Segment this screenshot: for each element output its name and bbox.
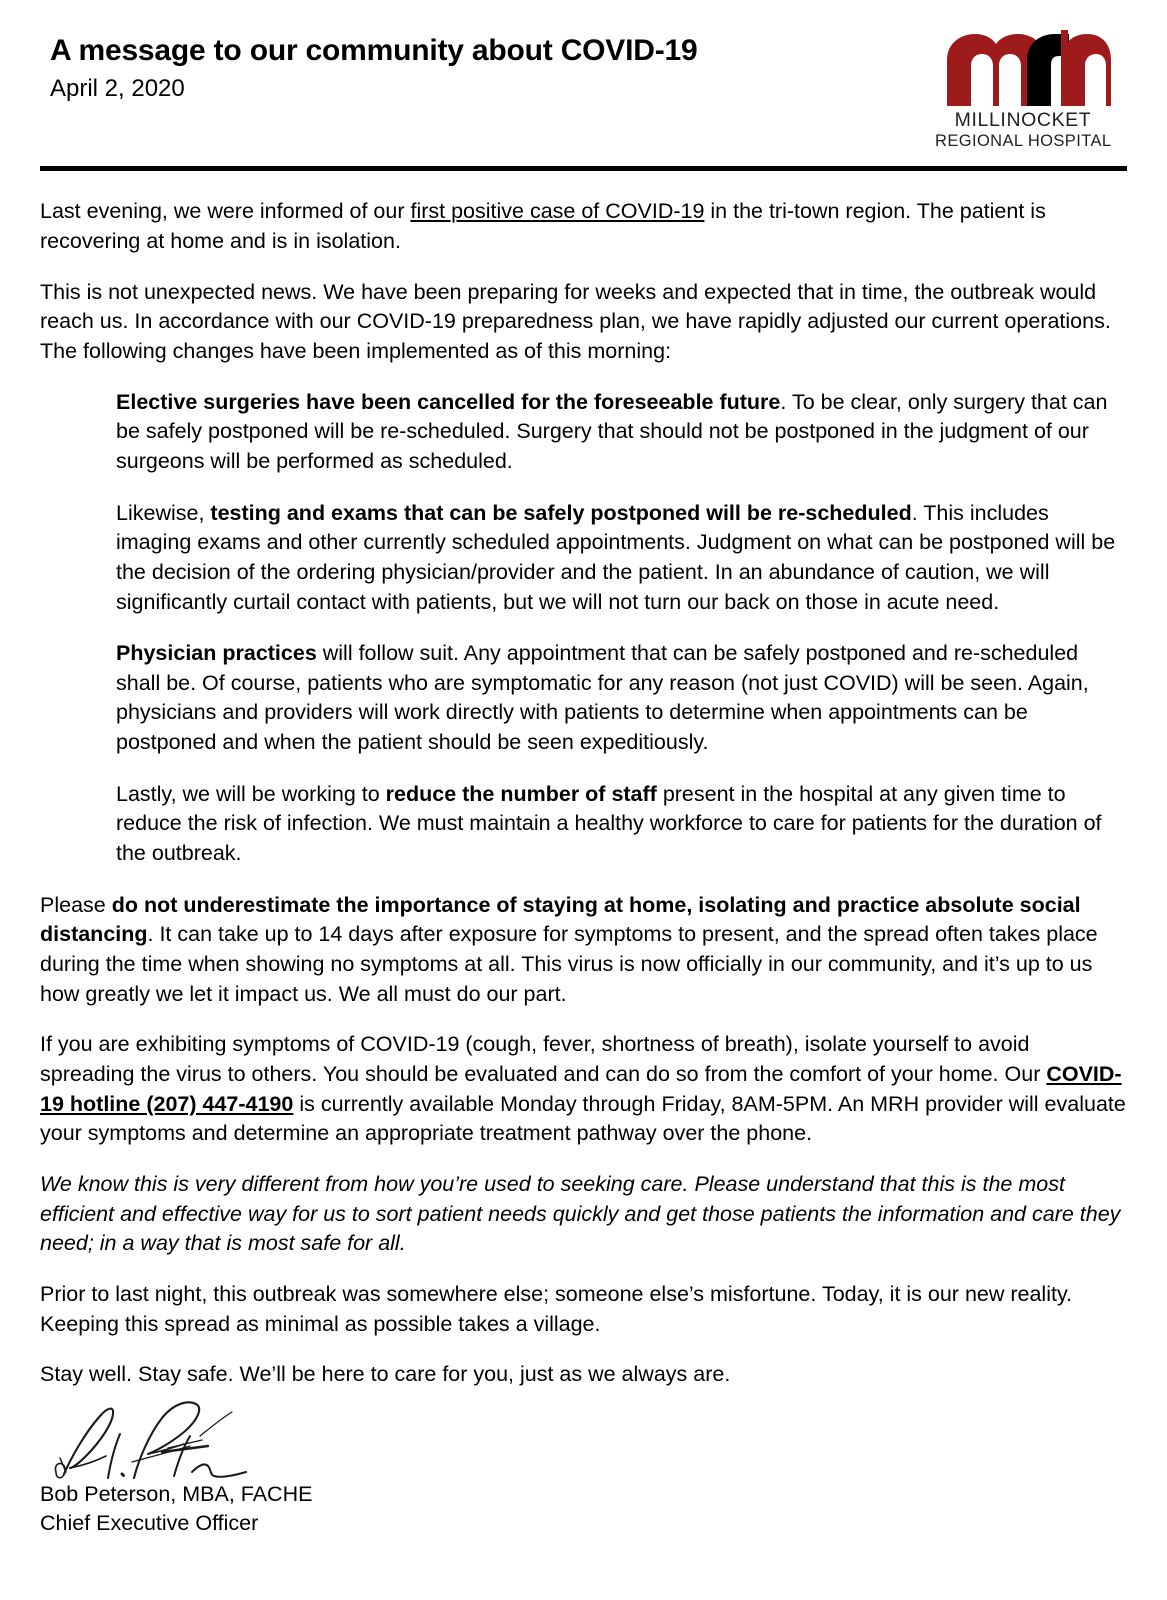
signature-block [40, 1400, 1127, 1538]
item1-rest: . To be clear, only surgery that can be safely postponed will be re-scheduled. Surgery that should not be postponed in the judgment of our surgeons will be performed as scheduled. [116, 389, 1108, 473]
p3-lead: Please [40, 892, 112, 917]
item2-bold: testing and exams that can be safely postponed will be re-scheduled [210, 500, 912, 525]
signer-name: Bob Peterson, MBA, FACHE [40, 1481, 313, 1506]
item3-bold-lead: Physician practices [116, 641, 317, 666]
document-header [40, 0, 1127, 150]
item1-bold-lead: Elective surgeries have been cancelled for the foreseeable future [116, 389, 781, 414]
paragraph-opening [40, 197, 1127, 256]
header-title-block [40, 28, 697, 104]
item4-lead: Lastly, we will be working to [116, 781, 386, 806]
covid-hotline-number: COVID-19 hotline (207) 447-4190 [40, 1062, 1122, 1116]
signer-role: Chief Executive Officer [40, 1510, 259, 1535]
item2-rest: . This includes imaging exams and other currently scheduled appointments. Judgment on what can be postponed will be the decision of the ordering physician/provider and the patient. In an abundance of caution, we will significantly curtail contact with patients, but we will not turn our back on those in acute need. [116, 500, 1116, 614]
paragraph-reality: Prior to last night, this outbreak was somewhere else; someone else’s misfortune. Today, it is our new reality. Keeping this spread as minimal as possible takes a village. [40, 1281, 1073, 1336]
p3-rest: . It can take up to 14 days after exposure for symptoms to present, and the spread often takes place during the time when showing no symptoms at all. This virus is now officially in our community, and it’s up to us how greatly we let it impact us. We all must do our part. [40, 922, 1098, 1006]
list-item-staff-reduction [116, 780, 1127, 869]
paragraph-hotline [40, 1030, 1127, 1149]
hospital-logo [935, 28, 1111, 150]
p4-text-a: If you are exhibiting symptoms of COVID-19 (cough, fever, shortness of breath), isolate yourself to avoid spreading the virus to others. You should be evaluated and can do so from the comfort of your home. Our [40, 1032, 1047, 1087]
paragraph-social-distancing [40, 891, 1127, 1010]
letter-body [40, 171, 1127, 1538]
p1-text-a: Last evening, we were informed of our [40, 199, 411, 224]
item2-lead: Likewise, [116, 500, 211, 525]
logo-name-line2: REGIONAL HOSPITAL [935, 131, 1112, 150]
p3-bold: do not underestimate the importance of staying at home, isolating and practice absolute social distancing [40, 892, 1081, 947]
paragraph-closing: Stay well. Stay safe. We’ll be here to care for you, just as we always are. [40, 1362, 731, 1387]
page-title: A message to our community about COVID-19 [50, 34, 698, 67]
item4-bold: reduce the number of staff [385, 781, 657, 806]
signature-icon [50, 1400, 290, 1480]
logo-name-line1: MILLINOCKET [954, 109, 1092, 131]
list-item-elective-surgeries [116, 388, 1127, 477]
p1-underlined-phrase: first positive case of COVID-19 [410, 199, 705, 224]
list-item-testing-exams [116, 499, 1127, 618]
item4-rest: present in the hospital at any given time to reduce the risk of infection. We must maintain a healthy workforce to care for patients for the duration of the outbreak. [116, 781, 1102, 866]
list-item-physician-practices [116, 639, 1127, 758]
mrh-logo-icon [935, 30, 1111, 108]
p1-text-b: in the tri-town region. The patient is recovering at home and is in isolation. [40, 199, 1046, 253]
document-date: April 2, 2020 [50, 74, 185, 102]
paragraph-context: This is not unexpected news. We have been preparing for weeks and expected that in time, the outbreak would reach us. In accordance with our COVID-19 preparedness plan, we have rapidly adjusted our current operations. The following changes have been implemented as of this morning: [40, 279, 1111, 363]
paragraph-italic-note: We know this is very different from how you’re used to seeking care. Please understand that this is the most efficient and effective way for us to sort patient needs quickly and get those patients the information and care they need; in a way that is most safe for all. [40, 1172, 1121, 1256]
item3-rest: will follow suit. Any appointment that can be safely postponed and re-scheduled shall be. Of course, patients who are symptomatic for any reason (not just COVID) will be seen. Again, physicians and providers will work directly with patients to determine when appointments can be postponed and when the patient should be seen expeditiously. [116, 641, 1089, 755]
p4-text-b: is currently available Monday through Friday, 8AM-5PM. An MRH provider will evaluate your symptoms and determine an appropriate treatment pathway over the phone. [40, 1091, 1126, 1146]
